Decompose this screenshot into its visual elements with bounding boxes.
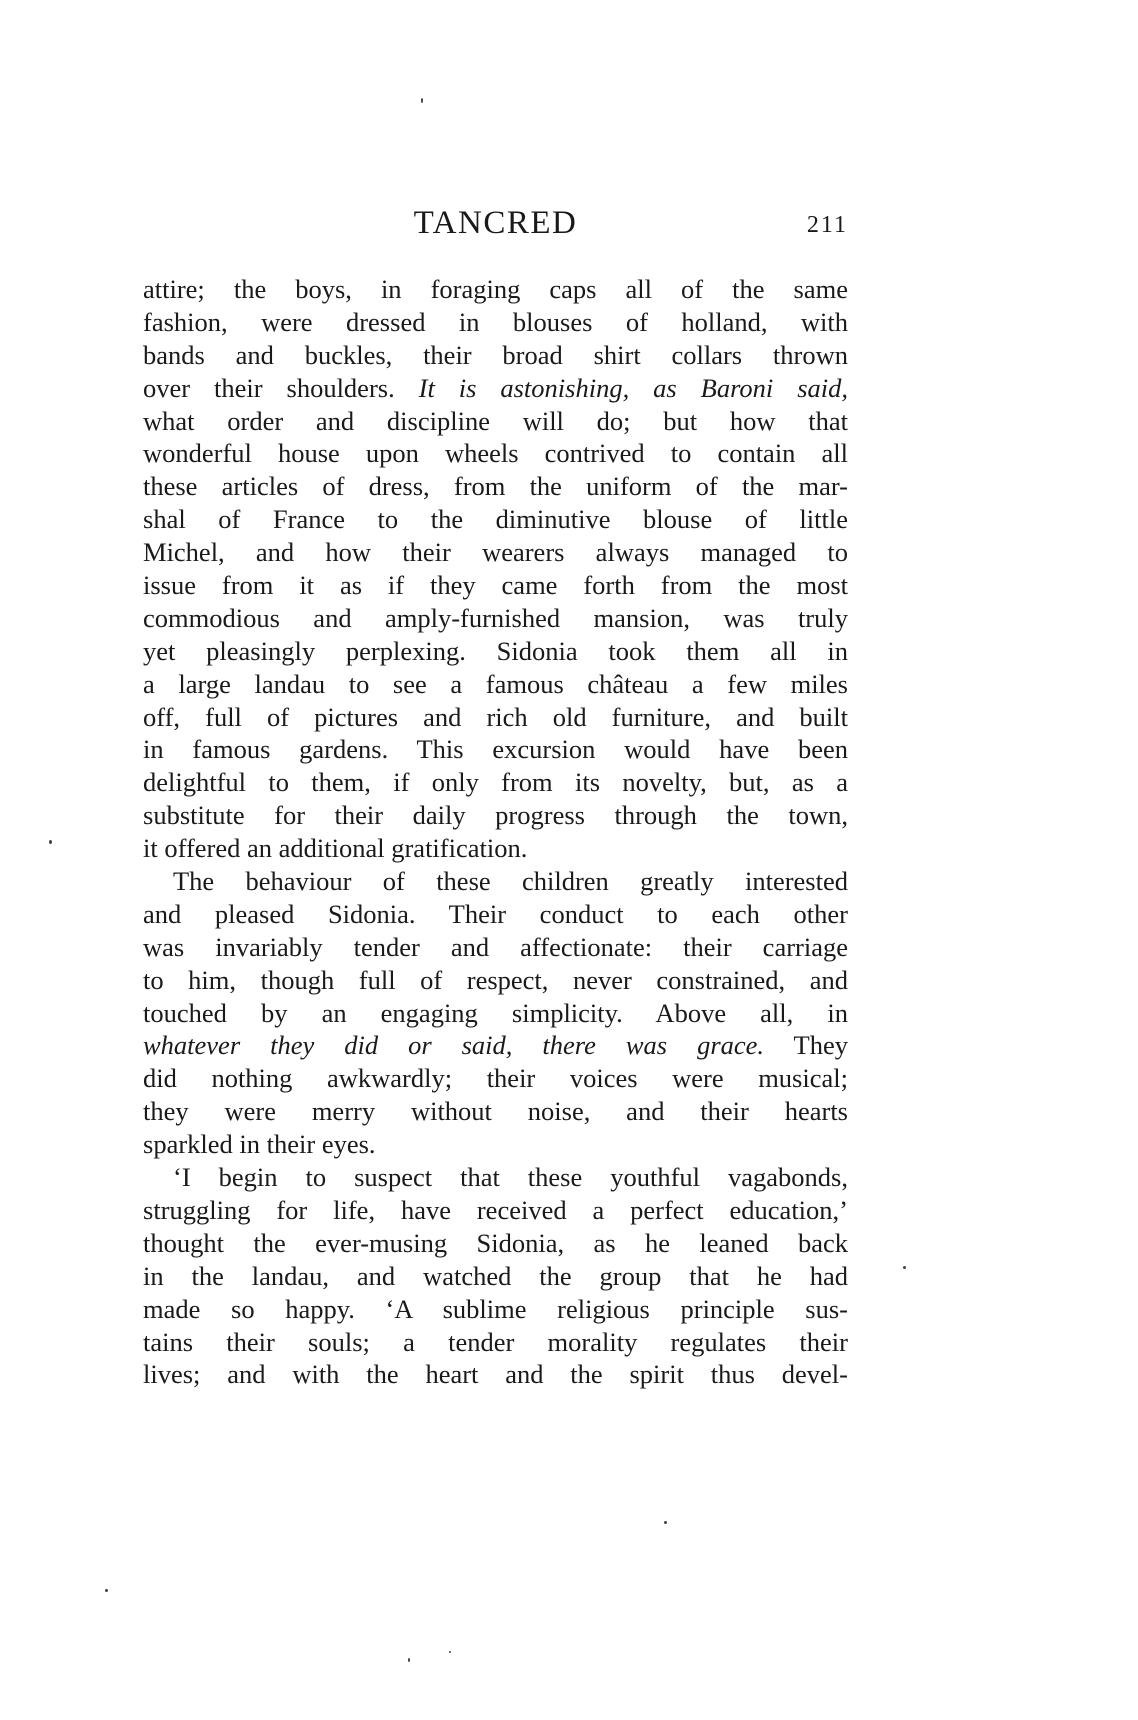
text-line: was invariably tender and affectionate: their carriage [143,931,848,962]
text-line: Michel, and how their wearers always managed to [143,537,848,568]
text-line: fashion, were dressed in blouses of holland, with [143,306,848,337]
body-text [143,273,848,1391]
text-line [143,372,848,405]
text-line: bands and buckles, their broad shirt collars thrown [143,339,848,370]
text-line: sparkled in their eyes. [143,1129,376,1160]
text-line: attire; the boys, in foraging caps all of the same [143,274,848,304]
text-line: it offered an additional gratification. [143,833,528,864]
page-number: 211 [806,212,848,238]
text-line: touched by an engaging simplicity. Above all, in [143,997,848,1028]
text-line: these articles of dress, from the uniform of the mar- [143,471,848,502]
text-line: delightful to them, if only from its novelty, but, as a [143,767,848,798]
text-line: what order and discipline will do; but how that [143,405,848,436]
scan-speck [449,1651,451,1653]
text-line [143,1029,848,1062]
scan-speck [49,840,52,844]
text-line: a large landau to see a famous château a few miles [143,668,848,699]
scan-speck [408,1658,410,1662]
italic-segment: It is astonishing, as [394,372,701,403]
text-line: off, full of pictures and rich old furniture, and built [143,701,848,732]
scan-speck [421,98,423,103]
text-line: struggling for life, have received a perfect education,’ [143,1194,848,1225]
text-line: in the landau, and watched the group that he had [143,1260,848,1291]
text-line: wonderful house upon wheels contrived to contain all [143,438,848,469]
text-line: lives; and with the heart and the spirit thus devel- [143,1359,848,1390]
text-segment: over their shoulders. [143,372,395,403]
text-line: and pleased Sidonia. Their conduct to each other [143,898,848,929]
italic-segment: Baroni said, [700,372,848,403]
text-line: made so happy. ‘A sublime religious principle sus- [143,1293,848,1324]
scan-speck [105,1589,108,1592]
text-line: ‘I begin to suspect that these youthful vagabonds, [173,1162,848,1193]
text-line: The behaviour of these children greatly interested [173,866,848,897]
text-line: substitute for their daily progress through the town, [143,800,848,831]
text-line: to him, though full of respect, never constrained, and [143,964,848,995]
text-line: yet pleasingly perplexing. Sidonia took them all in [143,635,848,666]
running-head [143,203,848,243]
text-segment: They [764,1030,848,1061]
italic-segment: whatever they did or said, there was grace. [143,1030,765,1061]
text-line: commodious and amply-furnished mansion, was truly [143,602,848,633]
text-line: issue from it as if they came forth from the most [143,570,848,601]
scan-speck [903,1266,906,1269]
text-line: did nothing awkwardly; their voices were musical; [143,1063,848,1094]
text-line: thought the ever-musing Sidonia, as he leaned back [143,1227,848,1258]
text-line: shal of France to the diminutive blouse of little [143,504,848,535]
text-line: in famous gardens. This excursion would have been [143,734,848,765]
scan-speck [664,1521,667,1524]
running-title: TANCRED [413,205,578,241]
text-line: tains their souls; a tender morality regulates their [143,1326,848,1357]
text-line: they were merry without noise, and their hearts [143,1096,848,1127]
